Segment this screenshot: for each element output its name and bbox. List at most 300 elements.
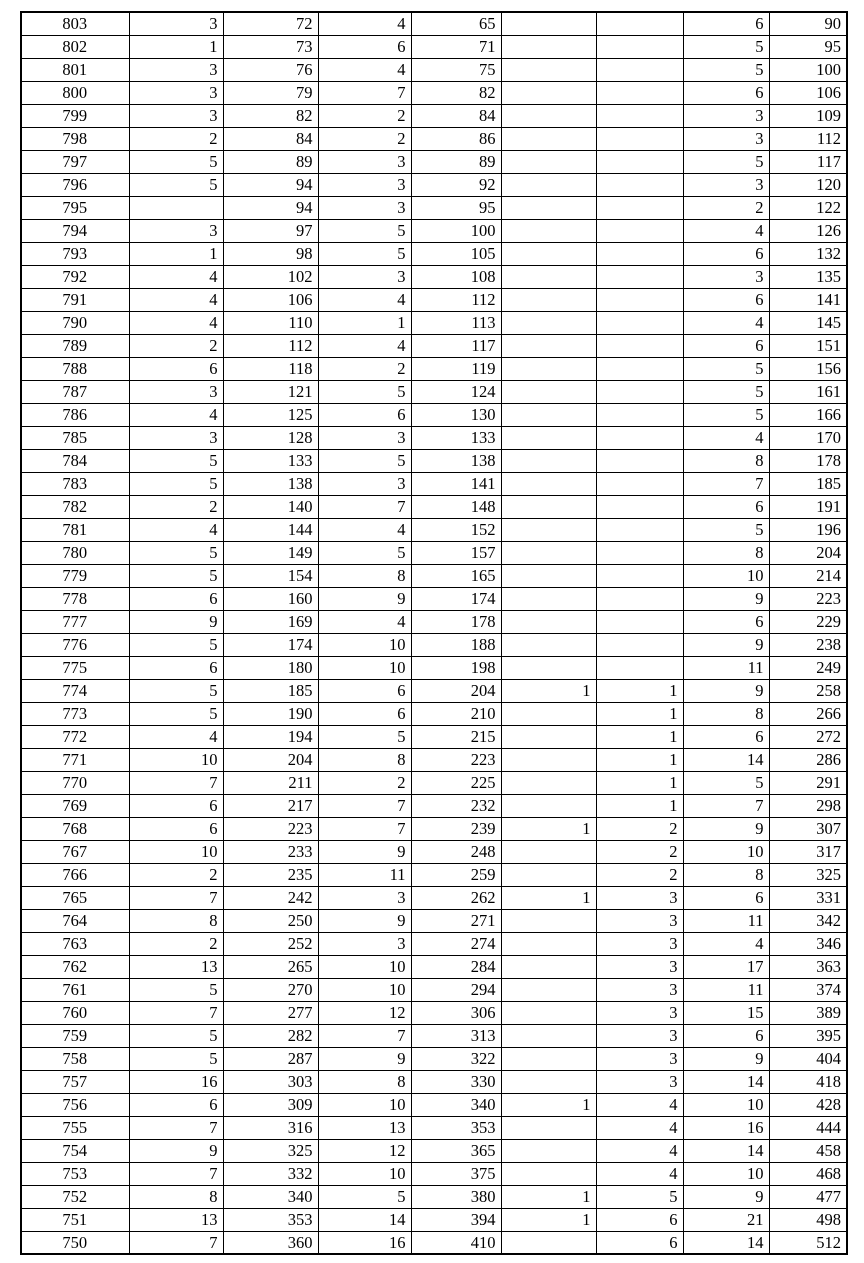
value-cell: 3: [318, 150, 411, 173]
score-cell: 770: [21, 771, 129, 794]
value-cell: 291: [769, 771, 847, 794]
value-cell: [596, 564, 683, 587]
score-cell: 788: [21, 357, 129, 380]
value-cell: [596, 334, 683, 357]
value-cell: 190: [223, 702, 318, 725]
value-cell: 353: [411, 1116, 501, 1139]
table-row: [21, 1093, 847, 1116]
value-cell: 5: [129, 173, 223, 196]
value-cell: 3: [683, 127, 769, 150]
table-row: [21, 495, 847, 518]
value-cell: 8: [683, 702, 769, 725]
value-cell: 133: [411, 426, 501, 449]
value-cell: [129, 196, 223, 219]
value-cell: [596, 288, 683, 311]
value-cell: 418: [769, 1070, 847, 1093]
value-cell: [501, 587, 596, 610]
value-cell: 124: [411, 380, 501, 403]
value-cell: 1: [596, 794, 683, 817]
value-cell: 166: [769, 403, 847, 426]
value-cell: 7: [318, 794, 411, 817]
value-cell: 95: [769, 35, 847, 58]
value-cell: 1: [318, 311, 411, 334]
value-cell: [596, 242, 683, 265]
value-cell: 112: [769, 127, 847, 150]
table-row: [21, 771, 847, 794]
value-cell: 3: [596, 955, 683, 978]
value-cell: 7: [129, 1231, 223, 1254]
table-row: [21, 35, 847, 58]
score-cell: 756: [21, 1093, 129, 1116]
value-cell: 5: [683, 35, 769, 58]
table-row: [21, 1208, 847, 1231]
value-cell: 86: [411, 127, 501, 150]
value-cell: 112: [411, 288, 501, 311]
table-row: [21, 12, 847, 35]
value-cell: 6: [683, 81, 769, 104]
value-cell: 10: [683, 840, 769, 863]
value-cell: 5: [318, 242, 411, 265]
value-cell: [501, 472, 596, 495]
value-cell: 331: [769, 886, 847, 909]
value-cell: 3: [129, 12, 223, 35]
value-cell: 2: [318, 104, 411, 127]
value-cell: 404: [769, 1047, 847, 1070]
value-cell: 3: [596, 978, 683, 1001]
value-cell: [596, 104, 683, 127]
value-cell: 5: [129, 633, 223, 656]
value-cell: 65: [411, 12, 501, 35]
value-cell: 126: [769, 219, 847, 242]
value-cell: 152: [411, 518, 501, 541]
value-cell: 5: [318, 541, 411, 564]
value-cell: 105: [411, 242, 501, 265]
value-cell: [501, 288, 596, 311]
score-cell: 778: [21, 587, 129, 610]
value-cell: 9: [683, 1047, 769, 1070]
value-cell: 4: [318, 58, 411, 81]
value-cell: 82: [411, 81, 501, 104]
value-cell: 122: [769, 196, 847, 219]
value-cell: 3: [318, 426, 411, 449]
value-cell: [596, 403, 683, 426]
value-cell: 82: [223, 104, 318, 127]
value-cell: 238: [769, 633, 847, 656]
value-cell: 389: [769, 1001, 847, 1024]
score-cell: 779: [21, 564, 129, 587]
value-cell: 250: [223, 909, 318, 932]
value-cell: 6: [129, 357, 223, 380]
value-cell: 444: [769, 1116, 847, 1139]
value-cell: 5: [683, 518, 769, 541]
value-cell: [501, 380, 596, 403]
score-cell: 772: [21, 725, 129, 748]
value-cell: 2: [596, 863, 683, 886]
value-cell: [501, 840, 596, 863]
value-cell: 4: [683, 311, 769, 334]
value-cell: 5: [129, 541, 223, 564]
value-cell: 1: [501, 1208, 596, 1231]
table-row: [21, 610, 847, 633]
score-cell: 766: [21, 863, 129, 886]
table-row: [21, 679, 847, 702]
value-cell: 7: [683, 472, 769, 495]
value-cell: 5: [129, 564, 223, 587]
value-cell: 5: [129, 1047, 223, 1070]
value-cell: 1: [501, 1093, 596, 1116]
score-cell: 782: [21, 495, 129, 518]
value-cell: 204: [769, 541, 847, 564]
table-row: [21, 288, 847, 311]
value-cell: [501, 334, 596, 357]
value-cell: 360: [223, 1231, 318, 1254]
value-cell: [501, 311, 596, 334]
value-cell: 2: [129, 863, 223, 886]
value-cell: [501, 955, 596, 978]
value-cell: 102: [223, 265, 318, 288]
score-cell: 754: [21, 1139, 129, 1162]
value-cell: 4: [129, 265, 223, 288]
value-cell: 3: [683, 265, 769, 288]
value-cell: 4: [318, 288, 411, 311]
value-cell: 3: [683, 173, 769, 196]
table-row: [21, 955, 847, 978]
value-cell: [501, 771, 596, 794]
value-cell: [596, 219, 683, 242]
value-cell: 2: [129, 932, 223, 955]
value-cell: 90: [769, 12, 847, 35]
score-cell: 768: [21, 817, 129, 840]
value-cell: [501, 518, 596, 541]
value-cell: 287: [223, 1047, 318, 1070]
value-cell: [596, 656, 683, 679]
value-cell: 252: [223, 932, 318, 955]
value-cell: 2: [596, 817, 683, 840]
value-cell: 229: [769, 610, 847, 633]
value-cell: 16: [683, 1116, 769, 1139]
value-cell: 6: [318, 702, 411, 725]
score-distribution-table: [20, 11, 848, 1255]
value-cell: 2: [596, 840, 683, 863]
value-cell: 119: [411, 357, 501, 380]
value-cell: 98: [223, 242, 318, 265]
score-cell: 787: [21, 380, 129, 403]
value-cell: [501, 1139, 596, 1162]
value-cell: 1: [596, 725, 683, 748]
value-cell: 7: [129, 1162, 223, 1185]
value-cell: [596, 610, 683, 633]
value-cell: 117: [769, 150, 847, 173]
value-cell: 2: [129, 334, 223, 357]
value-cell: 4: [318, 610, 411, 633]
value-cell: 3: [596, 932, 683, 955]
score-cell: 795: [21, 196, 129, 219]
value-cell: 266: [769, 702, 847, 725]
score-cell: 755: [21, 1116, 129, 1139]
value-cell: 5: [129, 978, 223, 1001]
value-cell: 15: [683, 1001, 769, 1024]
value-cell: 10: [129, 748, 223, 771]
value-cell: 108: [411, 265, 501, 288]
value-cell: 223: [411, 748, 501, 771]
value-cell: 9: [318, 840, 411, 863]
value-cell: 14: [683, 1070, 769, 1093]
value-cell: 1: [596, 771, 683, 794]
value-cell: [501, 196, 596, 219]
table-row: [21, 725, 847, 748]
value-cell: 284: [411, 955, 501, 978]
value-cell: 188: [411, 633, 501, 656]
value-cell: 4: [683, 932, 769, 955]
value-cell: 14: [683, 748, 769, 771]
value-cell: 112: [223, 334, 318, 357]
value-cell: 75: [411, 58, 501, 81]
value-cell: 512: [769, 1231, 847, 1254]
value-cell: 154: [223, 564, 318, 587]
value-cell: 6: [129, 656, 223, 679]
value-cell: 13: [129, 955, 223, 978]
value-cell: [501, 656, 596, 679]
value-cell: [596, 311, 683, 334]
value-cell: 3: [318, 265, 411, 288]
table-row: [21, 81, 847, 104]
value-cell: 5: [129, 702, 223, 725]
table-row: [21, 1001, 847, 1024]
table-row: [21, 1024, 847, 1047]
value-cell: 3: [596, 1001, 683, 1024]
value-cell: 121: [223, 380, 318, 403]
value-cell: 141: [411, 472, 501, 495]
value-cell: 4: [129, 311, 223, 334]
value-cell: 149: [223, 541, 318, 564]
table-row: [21, 1070, 847, 1093]
value-cell: 498: [769, 1208, 847, 1231]
score-cell: 774: [21, 679, 129, 702]
value-cell: [501, 932, 596, 955]
value-cell: 14: [318, 1208, 411, 1231]
value-cell: 6: [318, 35, 411, 58]
value-cell: 4: [596, 1162, 683, 1185]
score-cell: 760: [21, 1001, 129, 1024]
value-cell: 89: [223, 150, 318, 173]
value-cell: [501, 219, 596, 242]
value-cell: 2: [318, 127, 411, 150]
table-row: [21, 196, 847, 219]
value-cell: [501, 1001, 596, 1024]
value-cell: 3: [129, 81, 223, 104]
score-cell: 758: [21, 1047, 129, 1070]
table-row: [21, 150, 847, 173]
value-cell: 156: [769, 357, 847, 380]
value-cell: [501, 748, 596, 771]
value-cell: 1: [596, 702, 683, 725]
score-cell: 802: [21, 35, 129, 58]
value-cell: [501, 449, 596, 472]
value-cell: 12: [318, 1139, 411, 1162]
value-cell: 6: [596, 1231, 683, 1254]
value-cell: 178: [769, 449, 847, 472]
table-row: [21, 173, 847, 196]
table-row: [21, 219, 847, 242]
value-cell: 84: [223, 127, 318, 150]
value-cell: 97: [223, 219, 318, 242]
value-cell: [596, 265, 683, 288]
value-cell: 4: [318, 12, 411, 35]
value-cell: 194: [223, 725, 318, 748]
value-cell: 7: [129, 1116, 223, 1139]
value-cell: 73: [223, 35, 318, 58]
value-cell: 410: [411, 1231, 501, 1254]
value-cell: 265: [223, 955, 318, 978]
value-cell: 5: [318, 219, 411, 242]
value-cell: 11: [683, 978, 769, 1001]
value-cell: 113: [411, 311, 501, 334]
value-cell: 375: [411, 1162, 501, 1185]
value-cell: 84: [411, 104, 501, 127]
table-row: [21, 978, 847, 1001]
value-cell: 138: [411, 449, 501, 472]
value-cell: [501, 564, 596, 587]
value-cell: 6: [683, 288, 769, 311]
value-cell: 185: [223, 679, 318, 702]
value-cell: [501, 725, 596, 748]
score-cell: 801: [21, 58, 129, 81]
score-cell: 784: [21, 449, 129, 472]
table-row: [21, 932, 847, 955]
value-cell: 3: [596, 909, 683, 932]
value-cell: 7: [129, 886, 223, 909]
value-cell: 4: [596, 1093, 683, 1116]
value-cell: 3: [318, 196, 411, 219]
value-cell: 11: [318, 863, 411, 886]
table-row: [21, 633, 847, 656]
value-cell: 138: [223, 472, 318, 495]
value-cell: 132: [769, 242, 847, 265]
value-cell: 8: [129, 1185, 223, 1208]
table-row: [21, 656, 847, 679]
value-cell: [501, 12, 596, 35]
table-row: [21, 1185, 847, 1208]
value-cell: [501, 1116, 596, 1139]
value-cell: 5: [318, 1185, 411, 1208]
value-cell: [501, 357, 596, 380]
value-cell: [501, 633, 596, 656]
table-row: [21, 242, 847, 265]
value-cell: 161: [769, 380, 847, 403]
value-cell: 9: [318, 1047, 411, 1070]
value-cell: 133: [223, 449, 318, 472]
value-cell: 309: [223, 1093, 318, 1116]
value-cell: 5: [683, 380, 769, 403]
value-cell: 9: [683, 633, 769, 656]
value-cell: 215: [411, 725, 501, 748]
value-cell: [501, 1231, 596, 1254]
value-cell: 5: [129, 679, 223, 702]
score-cell: 786: [21, 403, 129, 426]
table-row: [21, 357, 847, 380]
score-cell: 789: [21, 334, 129, 357]
value-cell: 110: [223, 311, 318, 334]
score-cell: 780: [21, 541, 129, 564]
value-cell: 94: [223, 173, 318, 196]
value-cell: 298: [769, 794, 847, 817]
value-cell: 11: [683, 909, 769, 932]
value-cell: 17: [683, 955, 769, 978]
table-row: [21, 909, 847, 932]
table-row: [21, 1139, 847, 1162]
value-cell: 303: [223, 1070, 318, 1093]
value-cell: 10: [129, 840, 223, 863]
value-cell: 6: [318, 403, 411, 426]
table-row: [21, 748, 847, 771]
value-cell: 6: [129, 817, 223, 840]
value-cell: [501, 909, 596, 932]
value-cell: 235: [223, 863, 318, 886]
score-cell: 750: [21, 1231, 129, 1254]
value-cell: 4: [129, 403, 223, 426]
table-row: [21, 702, 847, 725]
value-cell: 13: [318, 1116, 411, 1139]
score-cell: 803: [21, 12, 129, 35]
value-cell: 157: [411, 541, 501, 564]
value-cell: 340: [411, 1093, 501, 1116]
value-cell: 7: [318, 81, 411, 104]
value-cell: 9: [683, 679, 769, 702]
value-cell: 71: [411, 35, 501, 58]
value-cell: 249: [769, 656, 847, 679]
value-cell: [501, 610, 596, 633]
value-cell: 468: [769, 1162, 847, 1185]
value-cell: 4: [129, 288, 223, 311]
value-cell: 3: [318, 472, 411, 495]
value-cell: 145: [769, 311, 847, 334]
value-cell: 4: [596, 1139, 683, 1162]
value-cell: 330: [411, 1070, 501, 1093]
value-cell: 178: [411, 610, 501, 633]
value-cell: [501, 1047, 596, 1070]
table-row: [21, 127, 847, 150]
score-cell: 775: [21, 656, 129, 679]
value-cell: [501, 978, 596, 1001]
value-cell: 1: [129, 35, 223, 58]
value-cell: 5: [129, 472, 223, 495]
value-cell: 270: [223, 978, 318, 1001]
value-cell: 277: [223, 1001, 318, 1024]
value-cell: 7: [318, 817, 411, 840]
value-cell: 217: [223, 794, 318, 817]
value-cell: [596, 12, 683, 35]
value-cell: 317: [769, 840, 847, 863]
value-cell: 248: [411, 840, 501, 863]
value-cell: 1: [501, 1185, 596, 1208]
table-row: [21, 311, 847, 334]
value-cell: 274: [411, 932, 501, 955]
value-cell: 117: [411, 334, 501, 357]
value-cell: 7: [129, 771, 223, 794]
value-cell: 5: [683, 58, 769, 81]
value-cell: 325: [223, 1139, 318, 1162]
table-body: [21, 12, 847, 1254]
table-row: [21, 840, 847, 863]
value-cell: 232: [411, 794, 501, 817]
value-cell: 191: [769, 495, 847, 518]
value-cell: 342: [769, 909, 847, 932]
value-cell: 5: [596, 1185, 683, 1208]
value-cell: 170: [769, 426, 847, 449]
value-cell: 10: [318, 633, 411, 656]
value-cell: 8: [683, 863, 769, 886]
value-cell: 185: [769, 472, 847, 495]
